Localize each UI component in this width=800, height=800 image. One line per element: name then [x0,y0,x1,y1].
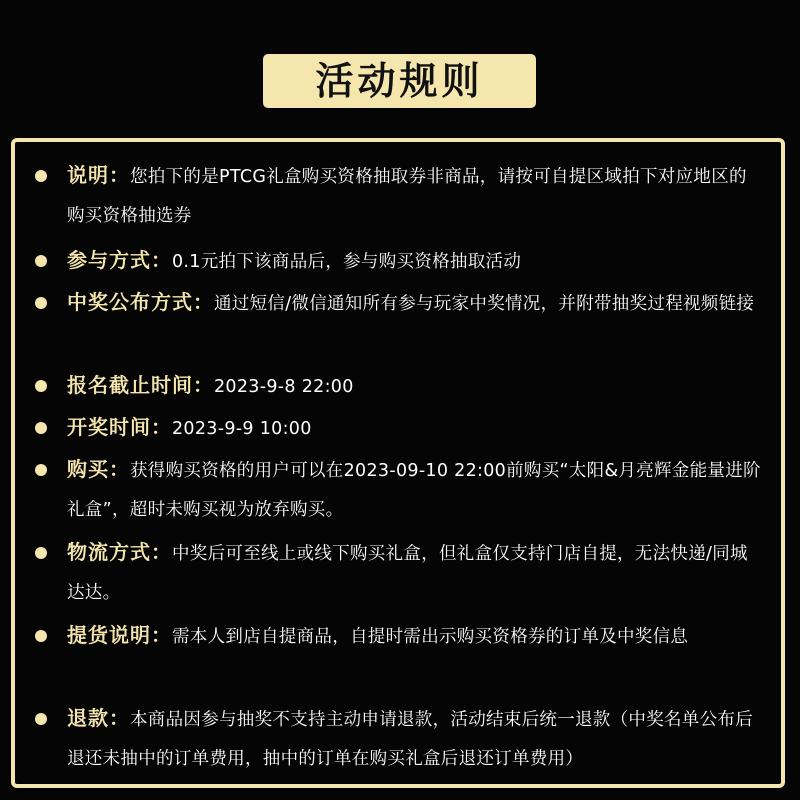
page-title: 活动规则 [315,59,484,103]
rule-item-participation [35,241,761,282]
rule-label: 报名截止时间： [67,373,214,397]
title-banner [263,54,536,108]
rules-panel [11,138,785,788]
rule-item-announcement [35,283,761,324]
rule-text [67,156,761,236]
rule-label: 退款： [67,706,130,730]
bullet-dot-icon [35,170,47,182]
bullet-dot-icon [35,380,47,392]
bullet-dot-icon [35,255,47,267]
bullet-dot-icon [35,713,47,725]
rule-label: 中奖公布方式： [67,290,214,314]
rule-text [67,450,761,530]
rule-text [67,408,761,449]
rule-body: 2023-9-9 10:00 [172,419,312,439]
rule-label: 说明： [67,163,130,187]
rule-body: 需本人到店自提商品，自提时需出示购买资格券的订单及中奖信息 [172,627,689,647]
rule-item-logistics [35,533,761,613]
bullet-dot-icon [35,464,47,476]
rule-item-refund [35,699,761,779]
rule-text [67,616,761,657]
rule-text [67,241,761,282]
rule-text [67,366,761,407]
rule-body: 您拍下的是PTCG礼盒购买资格抽取券非商品，请按可自提区域拍下对应地区的购买资格抽选券 [67,167,747,226]
rule-body: 2023-9-8 22:00 [214,377,354,397]
rule-body: 本商品因参与抽奖不支持主动申请退款，活动结束后统一退款（中奖名单公布后退还未抽中的订单费用，抽中的订单在购买礼盒后退还订单费用） [67,710,753,769]
rule-item-purchase [35,450,761,530]
bullet-dot-icon [35,547,47,559]
rule-label: 提货说明： [67,623,172,647]
rule-item-deadline [35,366,761,407]
rule-item-pickup [35,616,761,657]
bullet-dot-icon [35,297,47,309]
rule-body: 中奖后可至线上或线下购买礼盒，但礼盒仅支持门店自提，无法快递/同城达达。 [67,544,748,603]
bullet-dot-icon [35,630,47,642]
rule-label: 开奖时间： [67,415,172,439]
bullet-dot-icon [35,422,47,434]
rule-body: 0.1元拍下该商品后，参与购买资格抽取活动 [172,252,522,272]
rule-text [67,533,761,613]
rule-body: 通过短信/微信通知所有参与玩家中奖情况，并附带抽奖过程视频链接 [214,294,755,314]
rule-item-description [35,156,761,236]
rule-label: 物流方式： [67,540,172,564]
rule-label: 购买： [67,457,130,481]
rule-label: 参与方式： [67,248,172,272]
rule-text [67,283,761,324]
rule-text [67,699,761,779]
rule-body: 获得购买资格的用户可以在2023-09-10 22:00前购买“太阳&月亮辉金能量进阶礼盒”，超时未购买视为放弃购买。 [67,461,761,520]
rule-item-draw-time [35,408,761,449]
